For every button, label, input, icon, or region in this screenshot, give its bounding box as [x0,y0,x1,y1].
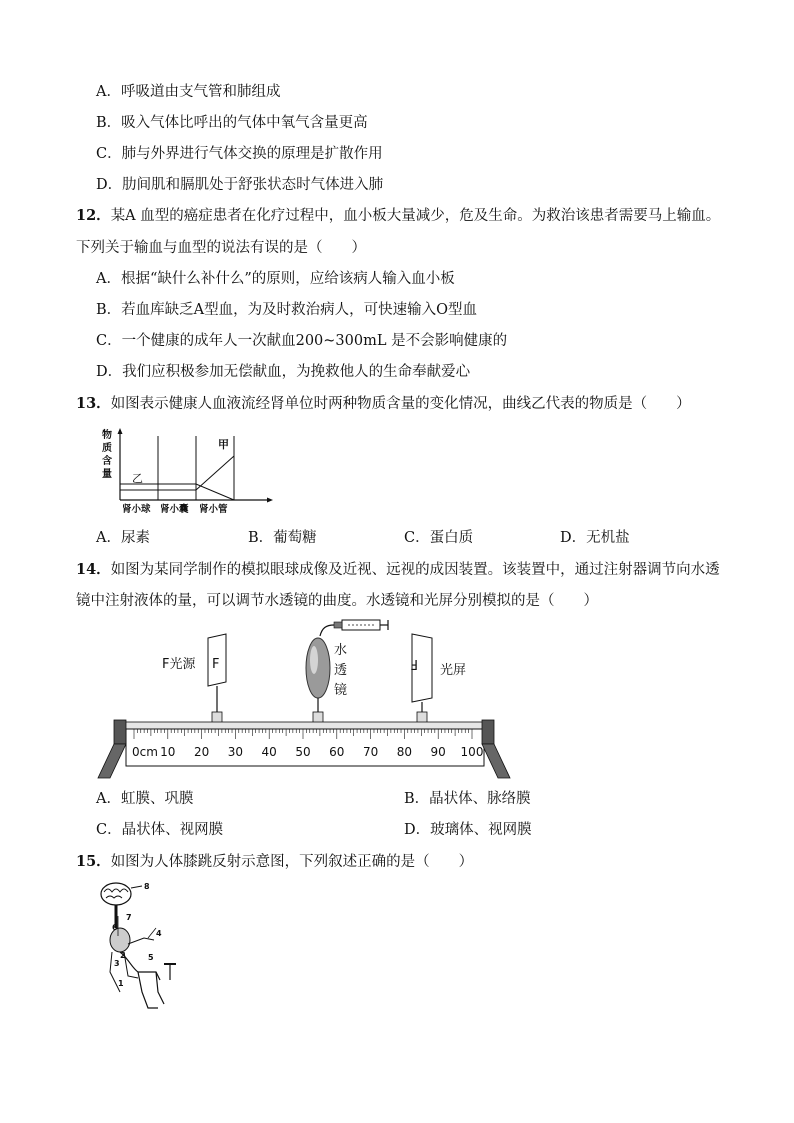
q13-stem [76,394,691,414]
q13-option-c: C．蛋白质 [404,530,474,546]
brain [101,883,142,905]
source-letter: F [212,657,220,672]
label-3: 3 [114,959,120,968]
graph-ylabel-2: 质 [102,443,112,454]
ruler-label: 60 [329,745,345,759]
curve-jia-label: 甲 [218,438,229,451]
ruler-label: 0cm [132,745,158,759]
ruler-label: 80 [396,745,413,759]
segment-glomerulus: 肾小球 [122,504,151,515]
curve-yi [120,484,234,500]
q12-option-d: D．我们应积极参加无偿献血，为挽救他人的生命奉献爱心 [96,364,471,380]
q13-number: 13． [76,395,111,412]
ruler-label: 70 [362,745,379,759]
q13-option-a: A．尿素 [96,530,150,546]
q11-option-a: A．呼吸道由支气管和肺组成 [96,84,281,100]
ruler-label: 90 [430,745,446,759]
syringe [320,620,388,636]
q12-option-a: A．根据“缺什么补什么”的原则，应给该病人输入血小板 [96,271,455,287]
q13-text: 如图表示健康人血液流经肾单位时两种物质含量的变化情况，曲线乙代表的物质是（ ） [110,396,691,412]
q11-option-c: C．肺与外界进行气体交换的原理是扩散作用 [96,146,383,162]
q12-number: 12． [76,207,111,224]
q14-number: 14． [76,561,111,578]
q14-option-d: D．玻璃体、视网膜 [404,822,532,838]
curve-yi-label: 乙 [132,472,143,485]
q14-text-1: 如图为某同学制作的模拟眼球成像及近视、远视的成因装置。该装置中，通过注射器调节向水透 [110,562,720,578]
label-8: 8 [144,882,150,891]
light-source [208,634,226,712]
lens-label-2: 透 [334,663,348,678]
q12-stem-line2: 下列关于输血与血型的说法有误的是（ ） [76,240,366,256]
ruler-label: 40 [261,745,277,759]
graph-ylabel-3: 含 [102,456,112,467]
source-label: F光源 [162,657,196,672]
graph-ylabel-1: 物 [102,430,112,441]
q15-number: 15． [76,853,111,870]
ruler-label: 20 [193,745,210,759]
q15-stem [76,852,473,872]
ruler-label: 30 [227,745,244,759]
segment-tubule: 肾小管 [199,504,228,515]
kidney-substance-graph [98,426,278,518]
ruler-label: 10 [160,745,176,759]
knee-jerk-reflex-diagram [98,880,194,1016]
q13-option-d: D．无机盐 [560,530,630,546]
q11-option-d: D．肋间肌和膈肌处于舒张状态时气体进入肺 [96,177,384,193]
q14-option-c: C．晶状体、视网膜 [96,822,224,838]
label-7: 7 [126,913,132,922]
q14-stem-line2: 镜中注射液体的量，可以调节水透镜的曲度。水透镜和光屏分别模拟的是（ ） [76,593,598,609]
q14-option-b: B．晶状体、脉络膜 [404,791,531,807]
q11-option-b: B．吸入气体比呼出的气体中氧气含量更高 [96,115,368,131]
light-screen [411,634,432,712]
lens-label-3: 镜 [334,683,348,698]
label-2: 2 [120,951,126,960]
label-1: 1 [118,979,124,988]
q12-option-c: C．一个健康的成年人一次献血200~300mL 是不会影响健康的 [96,333,508,349]
segment-capsule: 肾小囊 [160,504,189,515]
q13-option-b: B．葡萄糖 [248,530,317,546]
q15-text: 如图为人体膝跳反射示意图，下列叙述正确的是（ ） [110,854,474,870]
q12-text-1: 某A 血型的癌症患者在化疗过程中，血小板大量减少，危及生命。为救治该患者需要马上输血。 [110,208,721,224]
q14-option-a: A．虹膜、巩膜 [96,791,194,807]
water-lens [306,638,330,698]
screen-letter: F [410,656,418,671]
label-4: 4 [156,929,162,938]
label-6: 6 [112,923,118,932]
label-5: 5 [148,953,154,962]
lens-label-1: 水 [334,643,348,658]
screen-label: 光屏 [440,663,467,678]
q12-option-b: B．若血库缺乏A型血，为及时救治病人，可快速输入O型血 [96,302,478,318]
ruler-label: 50 [295,745,311,759]
q14-stem-line1 [76,560,720,580]
eye-model-apparatus [96,616,516,784]
graph-ylabel-4: 量 [102,469,112,480]
q12-stem-line1 [76,206,720,226]
ruler-label: 100 [460,745,484,759]
